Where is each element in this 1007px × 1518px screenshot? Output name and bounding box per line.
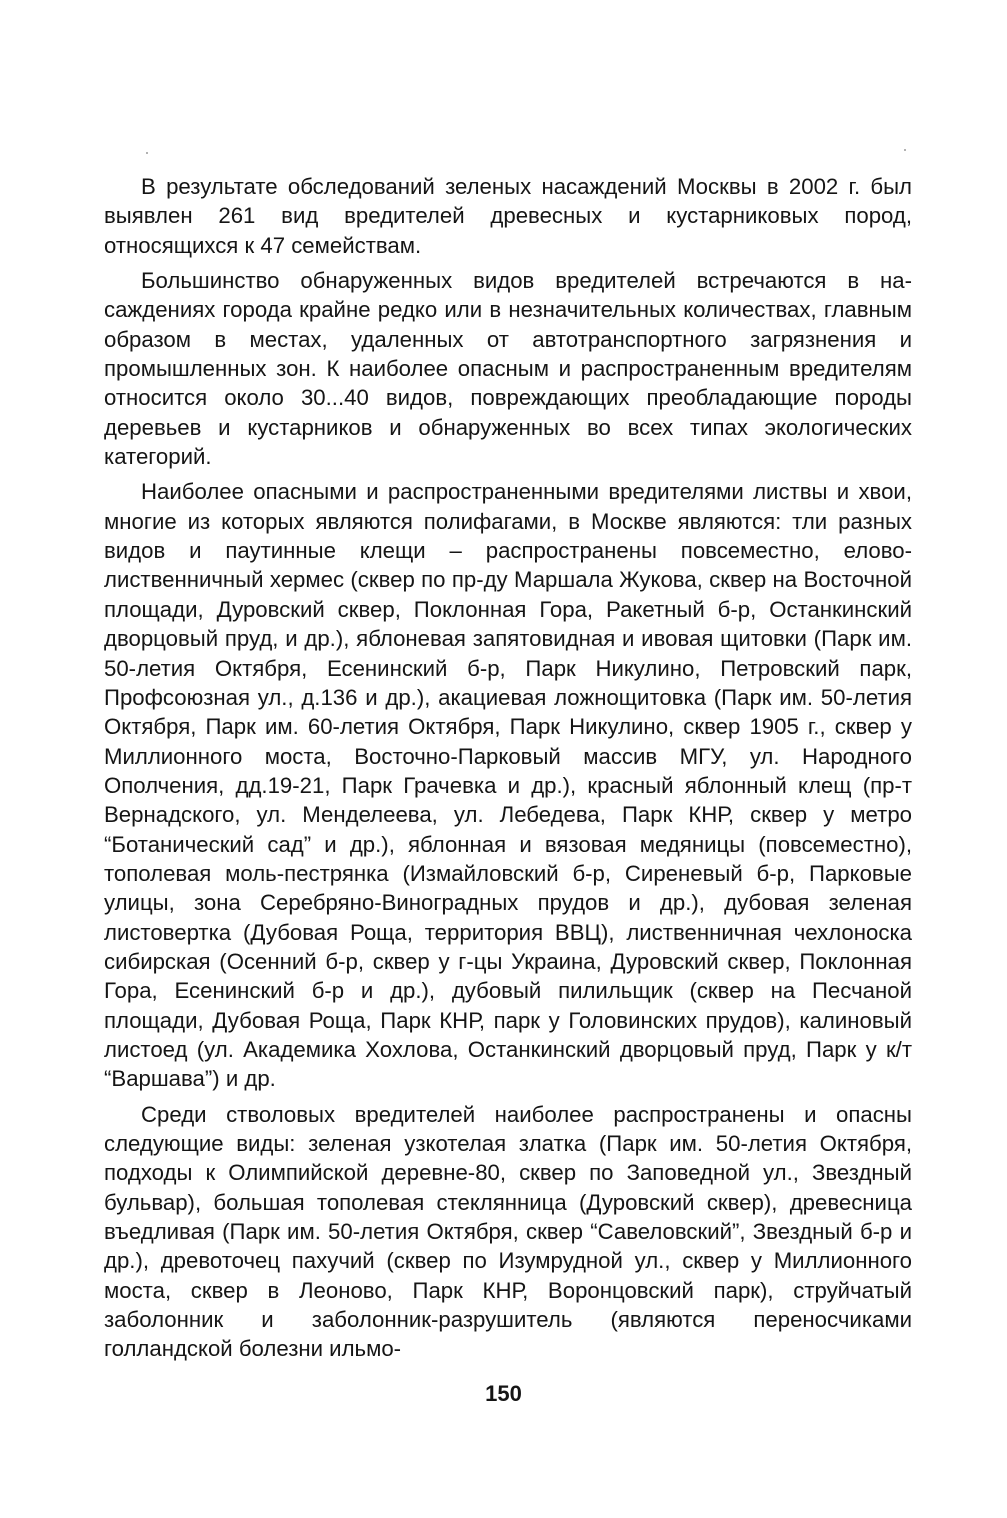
page-number: 150 — [485, 1381, 522, 1406]
paragraph-1: В результате обследований зеленых насаждений Москвы в 2002 г. был выявлен 261 вид вредителей древесных и кустарниковых пород, относящихся к 47 семействам. — [104, 174, 912, 258]
paragraph-4: Среди стволовых вредителей наиболее распространены и опасны следующие виды: зеленая узкотелая златка (Парк им. 50-летия Октября, подходы к Олимпийской деревне-80, сквер по Заповедной ул., Звездный бульвар), большая тополевая стеклянница (Дуровский сквер), древесница въедливая (Парк им. 50-летия Октября, сквер “Савеловский”, Звездный б-р и др.), древоточец пахучий (сквер по Изумрудной ул., сквер у Миллионного моста, сквер в Леоново, Парк КНР, Воронцовский парк), струйчатый заболонник и заболонник-разрушитель (являются переносчиками голландской болезни ильмо- — [104, 1101, 912, 1362]
scan-speck — [146, 152, 148, 154]
body-text — [104, 172, 912, 1370]
scan-speck — [904, 149, 906, 151]
paragraph-2: Большинство обнаруженных видов вредителей встречаются в насаждениях города крайне редко или в незначительных количествах, главным образом в местах, удаленных от автотранспортного загрязнения и промышленных зон. К наиболее опасным и распространенным вредителям относится около 30...40 видов, повреждающих преобладающие породы деревьев и кустарников и обнаруженных во всех типах экологических категорий. — [104, 268, 912, 470]
paragraph-3: Наиболее опасными и распространенными вредителями листвы и хвои, многие из которых являются полифагами, в Москве являются: тли разных видов и паутинные клещи – распространены повсеместно, елово-лиственничный хермес (сквер по пр-ду Маршала Жукова, сквер на Восточной площади, Дуровский сквер, Поклонная Гора, Ракетный б-р, Останкинский дворцовый пруд, и др.), яблоневая запятовидная и ивовая щитовки (Парк им. 50-летия Октября, Есенинский б-р, Парк Никулино, Петровский парк, Профсоюзная ул., д.136 и др.), акациевая ложнощитовка (Парк им. 50-летия Октября, Парк им. 60-летия Октября, Парк Никулино, сквер 1905 г., сквер у Миллионного моста, Восточно-Парковый массив МГУ, ул. Народного Ополчения, дд.19-21, Парк Грачевка и др.), красный яблонный клещ (пр-т Вернадского, ул. Менделеева, ул. Лебедева, Парк КНР, сквер у метро “Ботанический сад” и др.), яблонная и вязовая медяницы (повсеместно), тополевая моль-пестрянка (Измайловский б-р, Сиреневый б-р, Парковые улицы, зона Серебряно-Виноградных прудов и др.), дубовая зеленая листовертка (Дубовая Роща, территория ВВЦ), лиственничная чехлоноска сибирская (Осенний б-р, сквер у г-цы Украина, Дуровский сквер, Поклонная Гора, Есенинский б-р и др.), дубовый пилильщик (сквер на Песчаной площади, Дубовая Роща, Парк КНР, парк у Головинских прудов), калиновый листоед (ул. Академика Хохлова, Останкинский дворцовый пруд, Парк у к/т “Варшава”) и др. — [104, 479, 912, 1092]
